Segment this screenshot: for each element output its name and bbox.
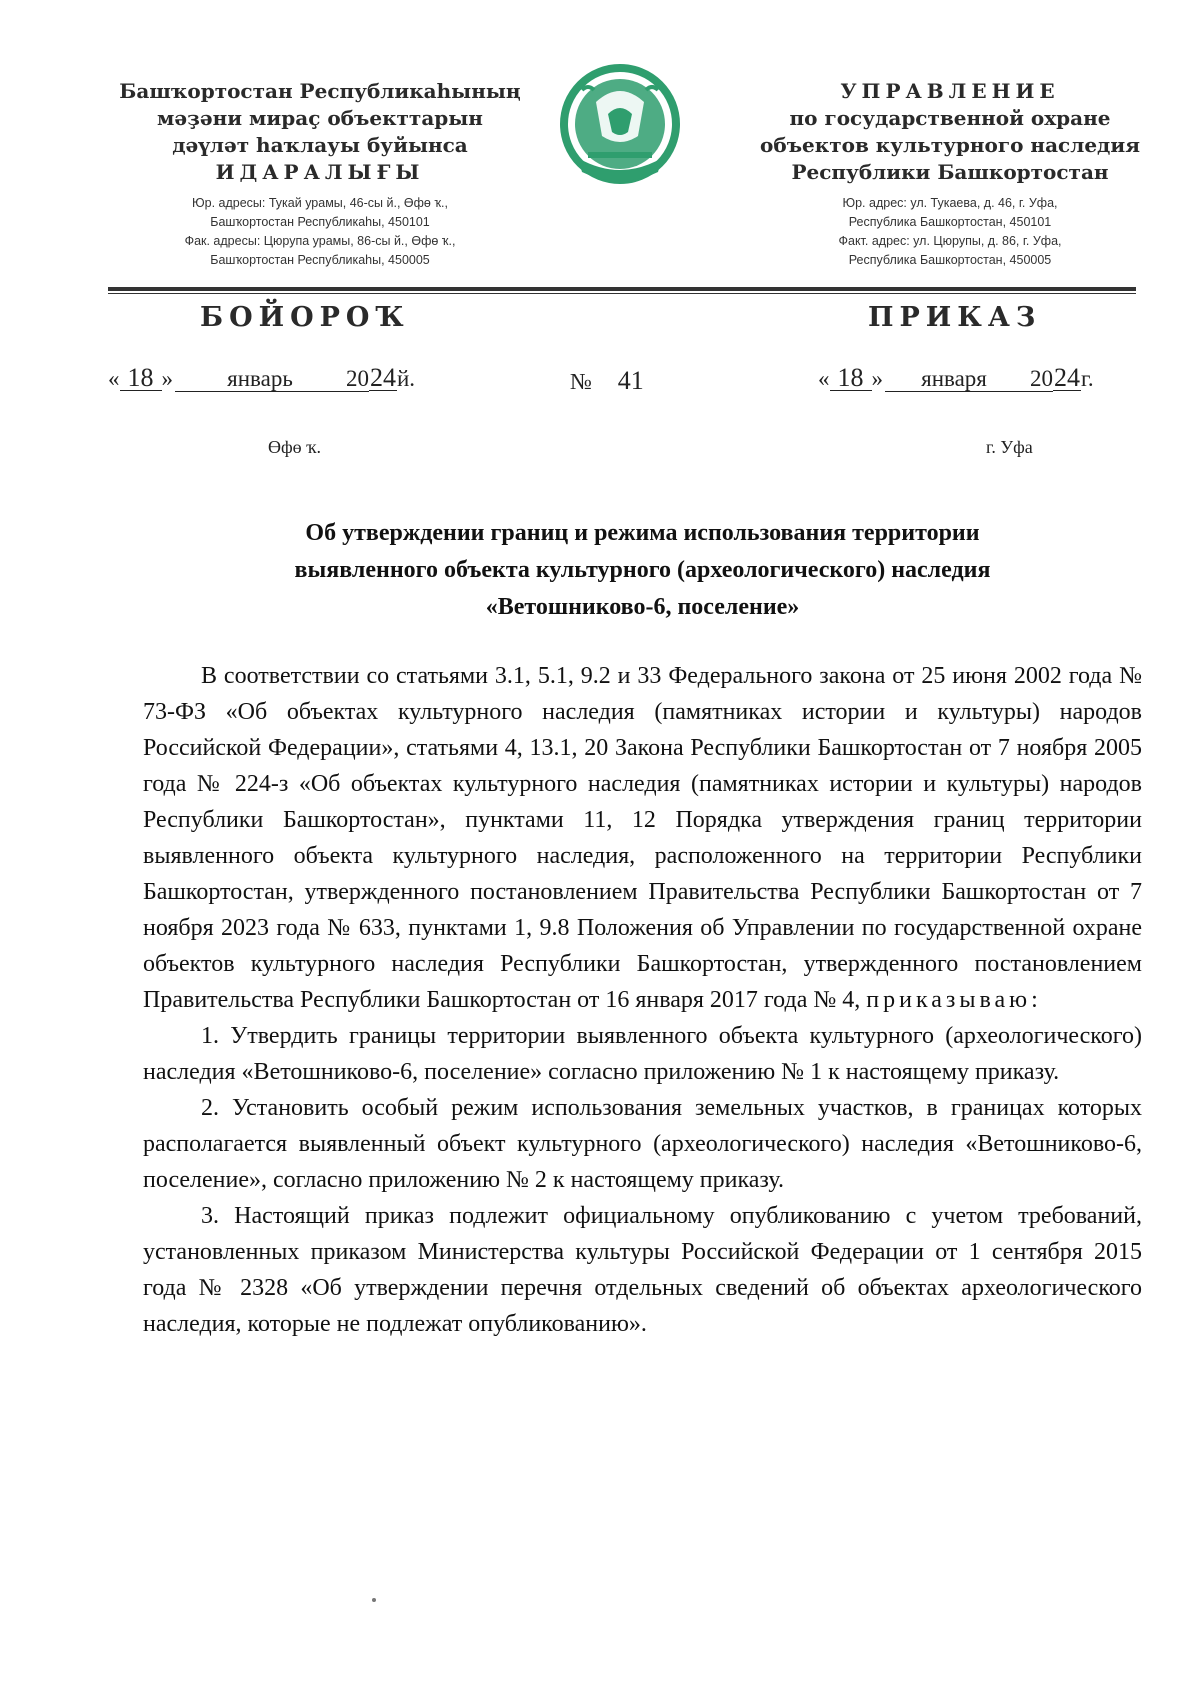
org-line: по государственной охране <box>789 106 1111 130</box>
address-line: Башҡортостан Республикаһы, 450101 <box>210 215 430 229</box>
order-item: 3. Настоящий приказ подлежит официальному опубликованию с учетом требований, установленных приказом Министерства культуры Российской Федерации от 1 сентября 2015 года № 2328 «Об утверждении перечня отдельных сведений об объектах археологического наследия, которые не подлежат опубликованию». <box>143 1203 1142 1337</box>
coat-of-arms-emblem <box>558 62 682 192</box>
title-line: Об утверждении границ и режима использования территории <box>305 520 980 546</box>
doc-kind-russian: ПРИКАЗ <box>868 302 1042 333</box>
date-quote-open: « <box>818 366 830 391</box>
address-line: Юр. адресы: Тукай урамы, 46-сы й., Өфө ҡ., <box>192 196 448 210</box>
doc-kind-bashkir: БОЙОРОҠ <box>200 302 410 333</box>
org-name-bashkir <box>100 78 540 186</box>
title-line: выявленного объекта культурного (археологического) наследия <box>294 557 991 583</box>
date-month: января <box>885 367 1023 392</box>
scan-speck <box>372 1598 376 1602</box>
number-value: 41 <box>617 366 644 395</box>
org-line: мәҙәни мираҫ объекттарын <box>157 106 483 130</box>
date-month: январь <box>175 367 345 392</box>
header-divider-thin <box>108 293 1136 294</box>
address-line: Республика Башкортостан, 450005 <box>848 253 1052 267</box>
order-date-bashkir <box>108 363 416 392</box>
date-quote-close: » <box>161 366 173 391</box>
number-sign: № <box>570 369 592 394</box>
city-russian: г. Уфа <box>986 437 1033 457</box>
address-bashkir <box>100 194 540 270</box>
date-year-prefix: 20 <box>346 366 369 391</box>
org-line: дәүләт һаҡлауы буйынса <box>172 133 468 157</box>
date-year-suffix: 24 <box>1054 363 1080 392</box>
org-line: Башҡортостан Республикаһының <box>119 79 521 103</box>
date-day: 18 <box>120 366 162 391</box>
org-name-russian <box>730 78 1170 186</box>
address-russian <box>730 194 1170 270</box>
title-line: «Ветошниково-6, поселение» <box>485 594 800 620</box>
org-line: ИДАРАЛЫҒЫ <box>215 160 425 184</box>
city-bashkir: Өфө ҡ. <box>268 437 321 457</box>
order-word: приказываю: <box>866 987 1042 1013</box>
org-line: УПРАВЛЕНИЕ <box>840 79 1060 103</box>
date-day: 18 <box>830 366 872 391</box>
document-body <box>143 658 1142 1342</box>
preamble-text: В соответствии со статьями 3.1, 5.1, 9.2 и 33 Федерального закона от 25 июня 2002 года № 73-ФЗ «Об объектах культурного наследия (памятниках истории и культуры) народов Российской Федерации», статьями 4, 13.1, 20 Закона Республики Башкортостан от 7 ноября 2005 года № 224-з «Об объектах культурного наследия (памятниках истории и культуры) народов Республики Башкортостан», пунктами 11, 12 Порядка утверждения границ территории выявленного объекта культурного наследия, расположенного на территории Республики Башкортостан, утвержденного постановлением Правительства Республики Башкортостан от 7 ноября 2023 года № 633, пунктами 1, 9.8 Положения об Управлении по государственной охране объектов культурного наследия Республики Башкортостан, утвержденного постановлением Правительства Республики Башкортостан от 16 января 2017 года № 4, <box>143 663 1142 1013</box>
address-line: Башҡортостан Республикаһы, 450005 <box>210 253 430 267</box>
order-number <box>570 366 644 396</box>
preamble-paragraph <box>143 658 1142 1018</box>
address-line: Факт. адрес: ул. Цюрупы, д. 86, г. Уфа, <box>838 234 1062 248</box>
order-date-russian <box>818 363 1094 392</box>
document-title <box>130 515 1155 626</box>
header-divider <box>108 287 1136 291</box>
date-unit: й. <box>397 366 416 391</box>
org-line: Республики Башкортостан <box>791 160 1109 184</box>
order-item: 1. Утвердить границы территории выявленного объекта культурного (археологического) наследия «Ветошниково-6, поселение» согласно приложению № 1 к настоящему приказу. <box>143 1023 1142 1085</box>
org-line: объектов культурного наследия <box>760 133 1140 157</box>
date-unit: г. <box>1081 366 1094 391</box>
address-line: Республика Башкортостан, 450101 <box>848 215 1052 229</box>
date-quote-close: » <box>871 366 883 391</box>
address-line: Юр. адрес: ул. Тукаева, д. 46, г. Уфа, <box>842 196 1058 210</box>
order-item: 2. Установить особый режим использования земельных участков, в границах которых располагается выявленный объект культурного (археологического) наследия «Ветошниково-6, поселение», согласно приложению № 2 к настоящему приказу. <box>143 1095 1142 1193</box>
date-year-suffix: 24 <box>370 363 396 392</box>
date-quote-open: « <box>108 366 120 391</box>
address-line: Фак. адресы: Цюрупа урамы, 86-сы й., Өфө ҡ., <box>184 234 456 248</box>
date-year-prefix: 20 <box>1023 367 1053 392</box>
